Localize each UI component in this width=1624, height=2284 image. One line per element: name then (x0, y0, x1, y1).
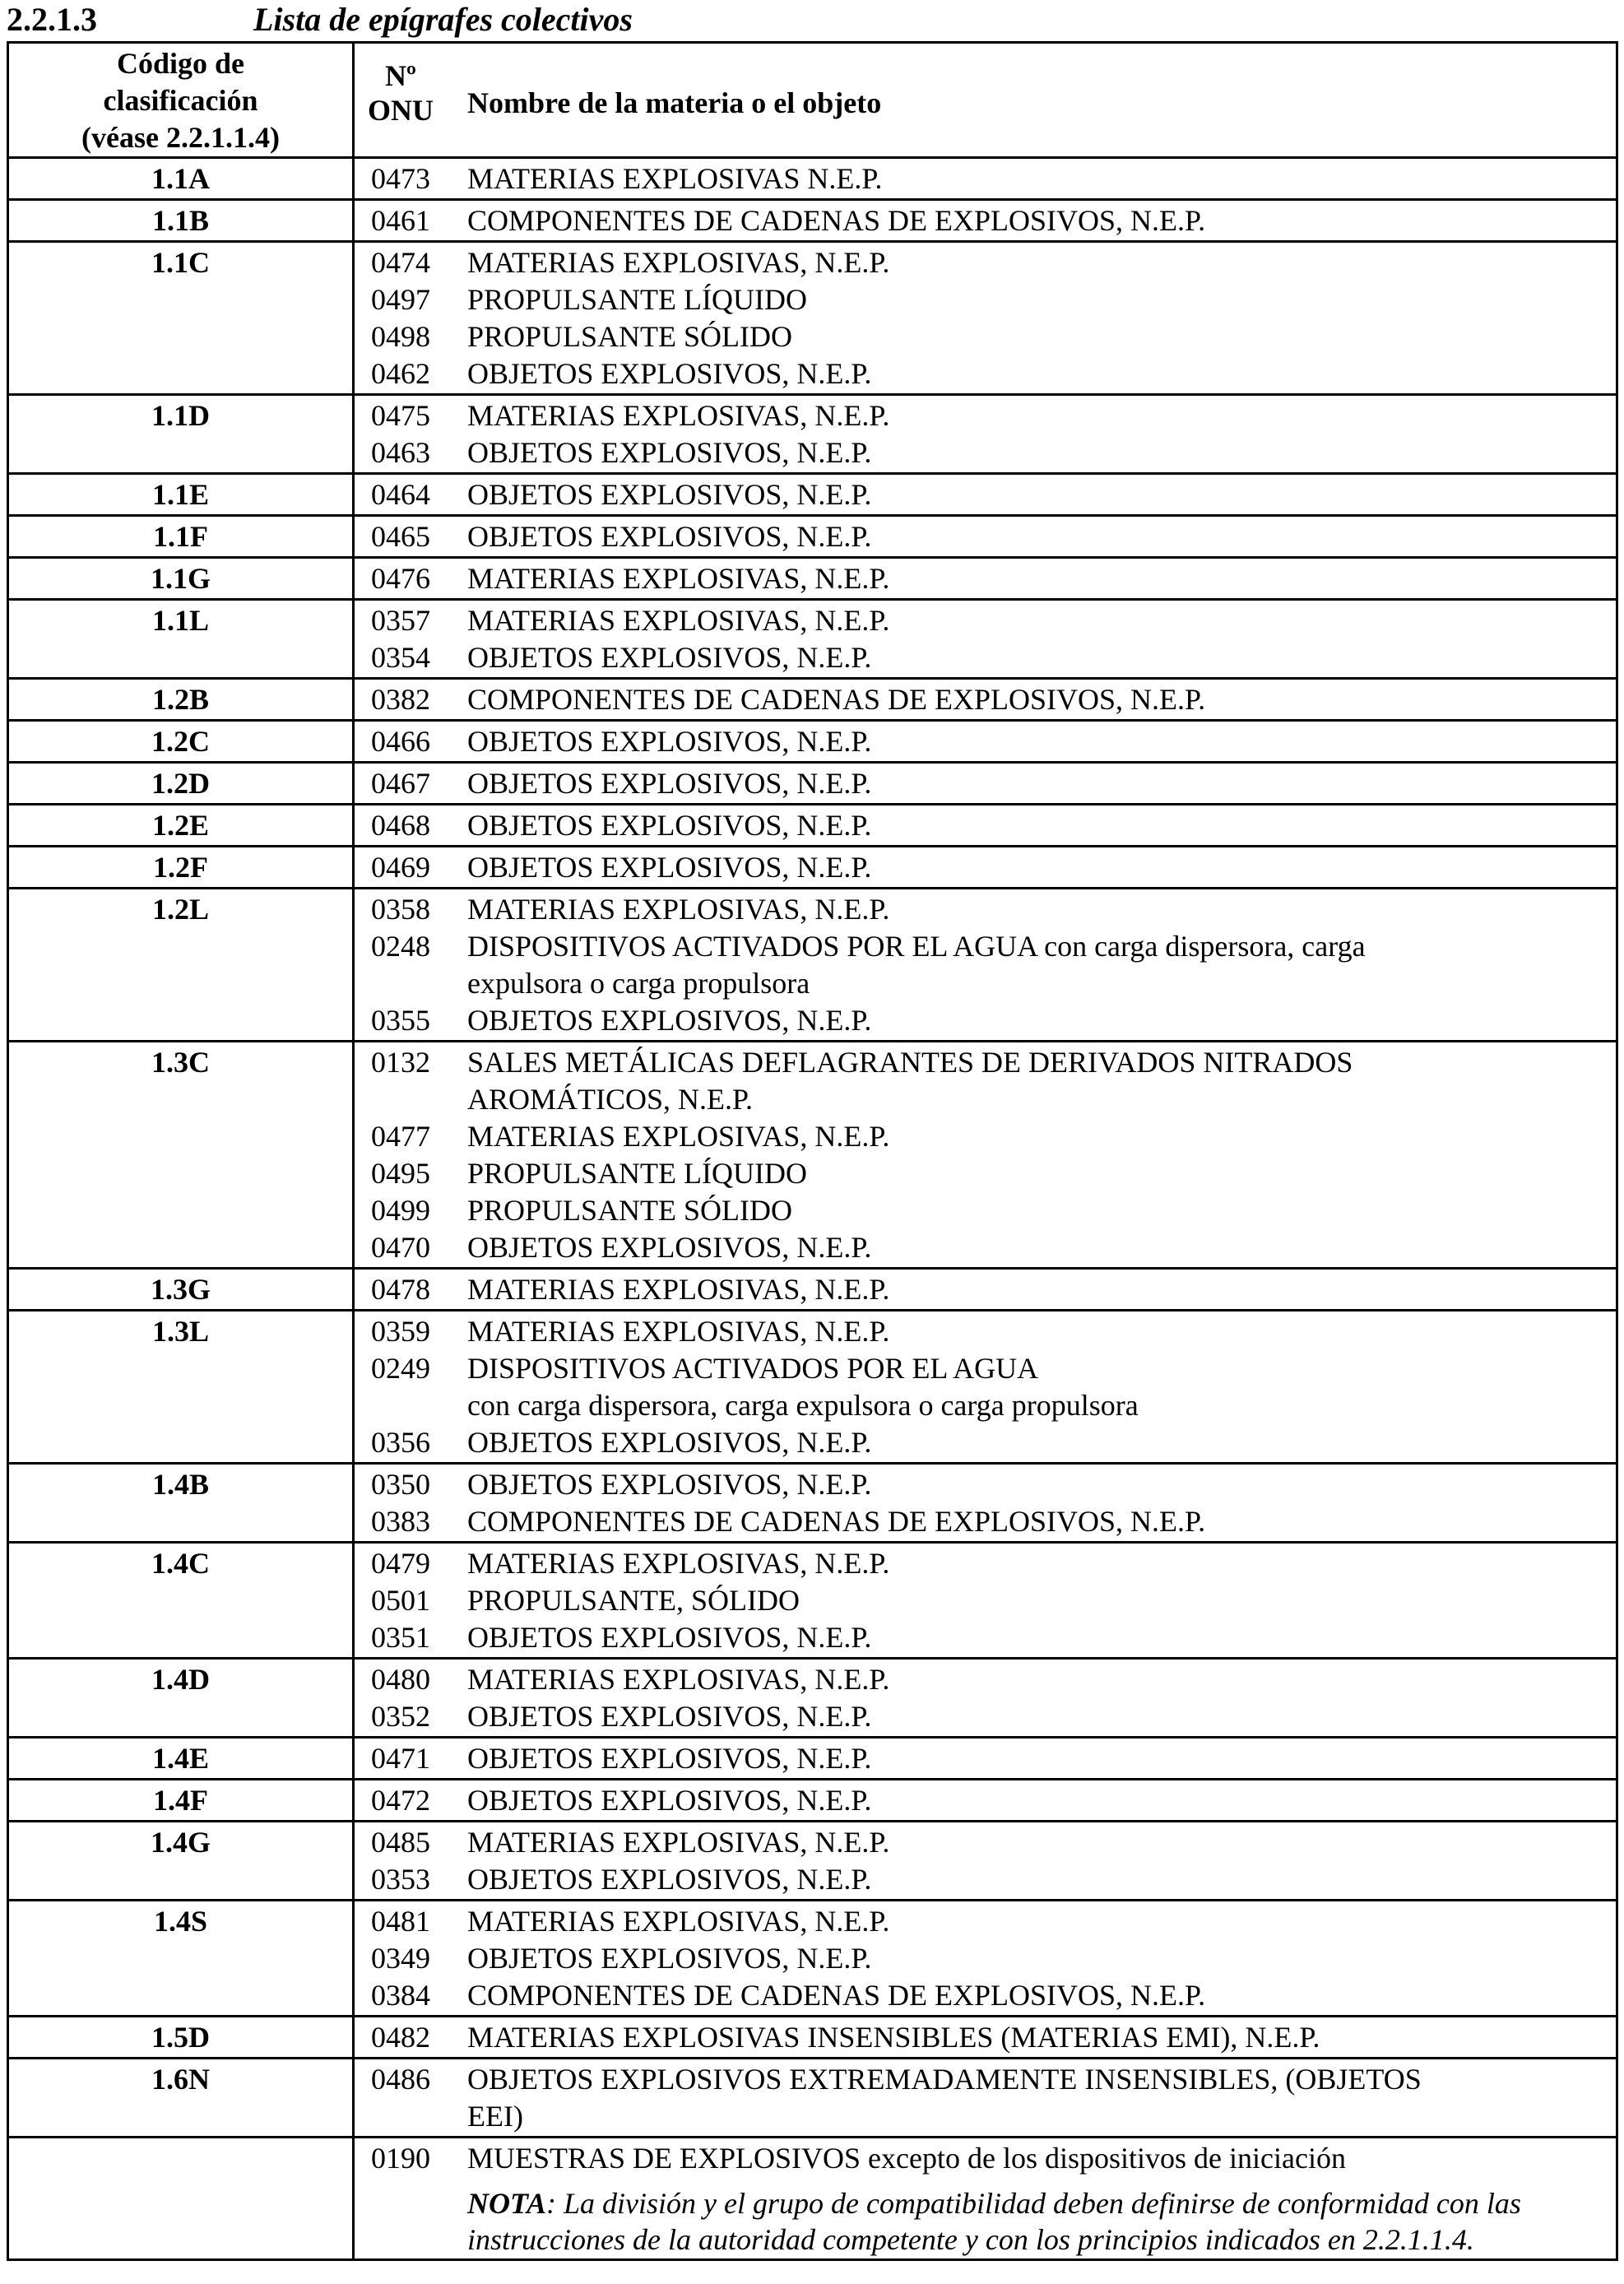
entry-item (355, 807, 1616, 844)
substance-name-line: OBJETOS EXPLOSIVOS, N.E.P. (467, 1863, 872, 1896)
onu-number: 0355 (371, 1004, 430, 1037)
substance-name (447, 765, 1616, 802)
note-label: NOTA (467, 2187, 547, 2220)
substance-name (447, 1661, 1616, 1698)
classification-code: 1.2B (8, 679, 354, 721)
entry-item (355, 1424, 1616, 1461)
entry-item (355, 1002, 1616, 1039)
header-substance-name: Nombre de la materia o el objeto (467, 86, 882, 119)
substance-name-line: OBJETOS EXPLOSIVOS, N.E.P. (467, 478, 872, 511)
table-row (8, 721, 1617, 763)
entry-item (355, 1313, 1616, 1350)
entries-cell (354, 721, 1617, 763)
substance-name-line: OBJETOS EXPLOSIVOS, N.E.P. (467, 1700, 872, 1733)
classification-code: 1.1C (8, 242, 354, 395)
onu-number: 0470 (371, 1231, 430, 1264)
table-header-row (8, 43, 1617, 158)
entry-item (355, 1545, 1616, 1582)
note-text: : La división y el grupo de compatibilidad deben definirse de conformidad con las instrucciones de la autoridad competente y con los principios indicados en 2.2.1.1.4. (467, 2187, 1521, 2256)
entry-item (355, 560, 1616, 597)
substance-name-line: DISPOSITIVOS ACTIVADOS POR EL AGUA (467, 1352, 1039, 1385)
entries-cell (354, 763, 1617, 805)
entry-item (355, 1782, 1616, 1819)
onu-number: 0486 (371, 2063, 430, 2096)
substance-name (447, 1503, 1616, 1540)
substance-name-line: OBJETOS EXPLOSIVOS, N.E.P. (467, 1942, 872, 1975)
substance-name-line: OBJETOS EXPLOSIVOS EXTREMADAMENTE INSENSIBLES, (OBJETOS (467, 2063, 1422, 2096)
classification-code: 1.6N (8, 2059, 354, 2138)
table-row (8, 1738, 1617, 1780)
substance-name (447, 1582, 1616, 1619)
onu-number: 0474 (371, 246, 430, 279)
onu-number: 0472 (371, 1784, 430, 1817)
onu-number: 0485 (371, 1826, 430, 1859)
substance-name (447, 1350, 1616, 1424)
onu-number: 0350 (371, 1468, 430, 1501)
classification-code: 1.1F (8, 516, 354, 558)
collective-entries-table (7, 41, 1618, 2261)
substance-name (447, 1155, 1616, 1192)
substance-name (447, 1002, 1616, 1039)
entry-item (355, 1271, 1616, 1308)
entry-item (355, 1466, 1616, 1503)
table-body (8, 158, 1617, 2260)
onu-number: 0248 (371, 930, 430, 963)
onu-number: 0478 (371, 1273, 430, 1306)
onu-number: 0382 (371, 683, 430, 716)
substance-name-line: OBJETOS EXPLOSIVOS, N.E.P. (467, 641, 872, 674)
table-row (8, 158, 1617, 200)
substance-name-line: OBJETOS EXPLOSIVOS, N.E.P. (467, 1231, 872, 1264)
substance-name-line: EEI) (467, 2100, 523, 2133)
header-onu: Nº ONU (368, 59, 434, 127)
entry-item (355, 891, 1616, 928)
table-row (8, 847, 1617, 889)
note-paragraph (355, 2177, 1616, 2258)
classification-code: 1.1L (8, 600, 354, 679)
entry-item (355, 1661, 1616, 1698)
substance-name (447, 1313, 1616, 1350)
substance-name-line: MATERIAS EXPLOSIVAS, N.E.P. (467, 1315, 890, 1348)
substance-name (447, 560, 1616, 597)
substance-name-line: OBJETOS EXPLOSIVOS, N.E.P. (467, 520, 872, 553)
onu-number: 0501 (371, 1584, 430, 1617)
substance-name-line: OBJETOS EXPLOSIVOS, N.E.P. (467, 809, 872, 842)
entries-cell (354, 474, 1617, 516)
entries-cell (354, 2138, 1617, 2260)
table-row (8, 200, 1617, 242)
entry-item (355, 1940, 1616, 1977)
substance-name-line: MATERIAS EXPLOSIVAS, N.E.P. (467, 399, 890, 432)
substance-name (447, 602, 1616, 639)
classification-code: 1.5D (8, 2017, 354, 2059)
header-classification-code: Código de clasificación (véase 2.2.1.1.4) (8, 43, 354, 158)
entry-item (355, 723, 1616, 760)
entry-item (355, 1155, 1616, 1192)
substance-name (447, 1824, 1616, 1861)
classification-code: 1.2L (8, 889, 354, 1042)
substance-name (447, 476, 1616, 513)
substance-name-line: OBJETOS EXPLOSIVOS, N.E.P. (467, 1468, 872, 1501)
substance-name (447, 160, 1616, 197)
entries-cell (354, 805, 1617, 847)
substance-name (447, 928, 1616, 1002)
substance-name-line: MATERIAS EXPLOSIVAS, N.E.P. (467, 1120, 890, 1153)
substance-name-line: MATERIAS EXPLOSIVAS, N.E.P. (467, 1905, 890, 1938)
onu-number: 0349 (371, 1942, 430, 1975)
substance-name (447, 1782, 1616, 1819)
entries-cell (354, 395, 1617, 474)
substance-name (447, 1619, 1616, 1656)
substance-name-line: OBJETOS EXPLOSIVOS, N.E.P. (467, 1742, 872, 1775)
table-row (8, 1659, 1617, 1738)
substance-name (447, 807, 1616, 844)
substance-name-line: COMPONENTES DE CADENAS DE EXPLOSIVOS, N.E.P. (467, 204, 1206, 237)
classification-code: 1.4B (8, 1464, 354, 1543)
onu-number: 0498 (371, 320, 430, 353)
substance-name-line: PROPULSANTE SÓLIDO (467, 1194, 793, 1227)
substance-name-line: MATERIAS EXPLOSIVAS, N.E.P. (467, 1273, 890, 1306)
substance-name (447, 281, 1616, 318)
entries-cell (354, 1464, 1617, 1543)
table-row (8, 889, 1617, 1042)
substance-name-line: PROPULSANTE LÍQUIDO (467, 1157, 807, 1190)
entry-item (355, 1861, 1616, 1898)
classification-code: 1.2F (8, 847, 354, 889)
entries-cell (354, 1269, 1617, 1311)
substance-name (447, 1940, 1616, 1977)
classification-code: 1.4F (8, 1780, 354, 1822)
table-row (8, 805, 1617, 847)
classification-code: 1.3L (8, 1311, 354, 1464)
onu-number: 0249 (371, 1352, 430, 1385)
classification-code: 1.1E (8, 474, 354, 516)
entries-cell (354, 1659, 1617, 1738)
substance-name-line: MATERIAS EXPLOSIVAS, N.E.P. (467, 246, 890, 279)
classification-code: 1.4S (8, 1901, 354, 2017)
table-row (8, 1901, 1617, 2017)
entry-item (355, 2019, 1616, 2056)
substance-name-line: MATERIAS EXPLOSIVAS, N.E.P. (467, 604, 890, 637)
entries-cell (354, 1822, 1617, 1901)
entry-item (355, 2061, 1616, 2135)
substance-name (447, 1044, 1616, 1118)
entries-cell (354, 889, 1617, 1042)
table-row (8, 679, 1617, 721)
table-row (8, 1269, 1617, 1311)
onu-number: 0359 (371, 1315, 430, 1348)
entries-cell (354, 1543, 1617, 1659)
substance-name (447, 202, 1616, 239)
entry-item (355, 1740, 1616, 1777)
entries-cell (354, 516, 1617, 558)
substance-name (447, 723, 1616, 760)
onu-number: 0467 (371, 767, 430, 800)
substance-name-line: OBJETOS EXPLOSIVOS, N.E.P. (467, 767, 872, 800)
onu-number: 0357 (371, 604, 430, 637)
substance-name-line: COMPONENTES DE CADENAS DE EXPLOSIVOS, N.E.P. (467, 683, 1206, 716)
classification-code: 1.1B (8, 200, 354, 242)
substance-name (447, 2140, 1616, 2177)
entry-item (355, 202, 1616, 239)
substance-name (447, 397, 1616, 434)
table-row (8, 1822, 1617, 1901)
table-row (8, 474, 1617, 516)
substance-name-line: COMPONENTES DE CADENAS DE EXPLOSIVOS, N.E.P. (467, 1979, 1206, 2012)
entries-cell (354, 1738, 1617, 1780)
substance-name-line: MATERIAS EXPLOSIVAS, N.E.P. (467, 893, 890, 926)
entries-cell (354, 1901, 1617, 2017)
entry-item (355, 244, 1616, 281)
onu-number: 0481 (371, 1905, 430, 1938)
onu-number: 0352 (371, 1700, 430, 1733)
table-row (8, 1464, 1617, 1543)
onu-number: 0384 (371, 1979, 430, 2012)
substance-name (447, 1861, 1616, 1898)
entry-item (355, 434, 1616, 471)
entry-item (355, 2140, 1616, 2177)
entries-cell (354, 2017, 1617, 2059)
onu-number: 0383 (371, 1505, 430, 1538)
substance-name (447, 1424, 1616, 1461)
table-row (8, 1543, 1617, 1659)
entries-cell (354, 2059, 1617, 2138)
substance-name (447, 244, 1616, 281)
onu-number: 0132 (371, 1046, 430, 1079)
substance-name-line: MATERIAS EXPLOSIVAS, N.E.P. (467, 562, 890, 595)
table-row (8, 1780, 1617, 1822)
entries-cell (354, 1042, 1617, 1269)
entry-item (355, 765, 1616, 802)
substance-name-line: OBJETOS EXPLOSIVOS, N.E.P. (467, 725, 872, 758)
table-row (8, 763, 1617, 805)
substance-name-line: OBJETOS EXPLOSIVOS, N.E.P. (467, 1426, 872, 1459)
onu-number: 0497 (371, 283, 430, 316)
substance-name-line: OBJETOS EXPLOSIVOS, N.E.P. (467, 357, 872, 390)
table-row (8, 1311, 1617, 1464)
onu-number: 0466 (371, 725, 430, 758)
classification-code: 1.2E (8, 805, 354, 847)
classification-code: 1.3G (8, 1269, 354, 1311)
classification-code: 1.1G (8, 558, 354, 600)
substance-name (447, 1977, 1616, 2014)
substance-name (447, 1118, 1616, 1155)
substance-name-line: SALES METÁLICAS DEFLAGRANTES DE DERIVADOS NITRADOS (467, 1046, 1353, 1079)
entry-item (355, 281, 1616, 318)
onu-number: 0465 (371, 520, 430, 553)
entry-item (355, 1192, 1616, 1229)
entry-item (355, 1044, 1616, 1118)
entry-item (355, 160, 1616, 197)
onu-number: 0476 (371, 562, 430, 595)
entry-item (355, 602, 1616, 639)
substance-name-line: MATERIAS EXPLOSIVAS, N.E.P. (467, 1663, 890, 1696)
table-row (8, 242, 1617, 395)
entry-item (355, 397, 1616, 434)
onu-number: 0462 (371, 357, 430, 390)
classification-code: 1.4D (8, 1659, 354, 1738)
onu-number: 0468 (371, 809, 430, 842)
entry-item (355, 849, 1616, 886)
substance-name (447, 849, 1616, 886)
table-row (8, 558, 1617, 600)
substance-name-line: OBJETOS EXPLOSIVOS, N.E.P. (467, 436, 872, 469)
substance-name-line: MATERIAS EXPLOSIVAS INSENSIBLES (MATERIAS EMI), N.E.P. (467, 2021, 1320, 2054)
classification-code: 1.1A (8, 158, 354, 200)
entry-item (355, 355, 1616, 392)
substance-name-line: MATERIAS EXPLOSIVAS, N.E.P. (467, 1826, 890, 1859)
substance-name (447, 518, 1616, 555)
onu-number: 0356 (371, 1426, 430, 1459)
substance-name (447, 318, 1616, 355)
onu-number: 0471 (371, 1742, 430, 1775)
substance-name-line: OBJETOS EXPLOSIVOS, N.E.P. (467, 851, 872, 884)
substance-name (447, 1271, 1616, 1308)
substance-name (447, 681, 1616, 718)
onu-number: 0499 (371, 1194, 430, 1227)
classification-code: 1.1D (8, 395, 354, 474)
entry-item (355, 1118, 1616, 1155)
substance-name (447, 355, 1616, 392)
substance-name (447, 1192, 1616, 1229)
substance-name-line: OBJETOS EXPLOSIVOS, N.E.P. (467, 1621, 872, 1654)
onu-number: 0480 (371, 1663, 430, 1696)
entry-item (355, 1350, 1616, 1424)
substance-name (447, 434, 1616, 471)
substance-name-line: AROMÁTICOS, N.E.P. (467, 1083, 754, 1116)
table-row (8, 2138, 1617, 2260)
onu-number: 0469 (371, 851, 430, 884)
header-onu-and-name (354, 43, 1617, 158)
entry-item (355, 318, 1616, 355)
substance-name-line: OBJETOS EXPLOSIVOS, N.E.P. (467, 1784, 872, 1817)
onu-number: 0354 (371, 641, 430, 674)
onu-number: 0463 (371, 436, 430, 469)
substance-name (447, 1740, 1616, 1777)
table-row (8, 516, 1617, 558)
onu-number: 0464 (371, 478, 430, 511)
table-row (8, 1042, 1617, 1269)
classification-code: 1.3C (8, 1042, 354, 1269)
table-row (8, 600, 1617, 679)
classification-code: 1.4G (8, 1822, 354, 1901)
entry-item (355, 928, 1616, 1002)
entry-item (355, 1619, 1616, 1656)
classification-code: 1.2D (8, 763, 354, 805)
substance-name-line: COMPONENTES DE CADENAS DE EXPLOSIVOS, N.E.P. (467, 1505, 1206, 1538)
section-number: 2.2.1.3 (7, 1, 97, 38)
onu-number: 0353 (371, 1863, 430, 1896)
substance-name (447, 1229, 1616, 1266)
substance-name-line: DISPOSITIVOS ACTIVADOS POR EL AGUA con carga dispersora, carga (467, 930, 1366, 963)
entry-item (355, 1503, 1616, 1540)
entry-item (355, 639, 1616, 676)
entry-item (355, 476, 1616, 513)
entries-cell (354, 242, 1617, 395)
substance-name (447, 639, 1616, 676)
substance-name (447, 2019, 1616, 2056)
entry-item (355, 1698, 1616, 1735)
entry-item (355, 1903, 1616, 1940)
entries-cell (354, 200, 1617, 242)
onu-number: 0190 (371, 2142, 430, 2175)
substance-name-line: PROPULSANTE SÓLIDO (467, 320, 793, 353)
substance-name (447, 1466, 1616, 1503)
classification-code: 1.4E (8, 1738, 354, 1780)
substance-name-line: PROPULSANTE LÍQUIDO (467, 283, 807, 316)
classification-code: 1.2C (8, 721, 354, 763)
classification-code (8, 2138, 354, 2260)
substance-name (447, 1698, 1616, 1735)
substance-name-line: OBJETOS EXPLOSIVOS, N.E.P. (467, 1004, 872, 1037)
entry-item (355, 681, 1616, 718)
substance-name (447, 1903, 1616, 1940)
entries-cell (354, 558, 1617, 600)
substance-name-line: PROPULSANTE, SÓLIDO (467, 1584, 800, 1617)
table-row (8, 395, 1617, 474)
entries-cell (354, 600, 1617, 679)
entry-item (355, 1824, 1616, 1861)
onu-number: 0461 (371, 204, 430, 237)
substance-name-line: MATERIAS EXPLOSIVAS, N.E.P. (467, 1547, 890, 1580)
onu-number: 0495 (371, 1157, 430, 1190)
classification-code: 1.4C (8, 1543, 354, 1659)
substance-name-line: MUESTRAS DE EXPLOSIVOS excepto de los dispositivos de iniciación (467, 2142, 1346, 2175)
substance-name (447, 891, 1616, 928)
substance-name-line: MATERIAS EXPLOSIVAS N.E.P. (467, 162, 883, 195)
onu-number: 0358 (371, 893, 430, 926)
entry-item (355, 1229, 1616, 1266)
section-title: Lista de epígrafes colectivos (253, 1, 633, 38)
entries-cell (354, 1311, 1617, 1464)
entry-item (355, 518, 1616, 555)
onu-number: 0479 (371, 1547, 430, 1580)
substance-name-line: expulsora o carga propulsora (467, 967, 810, 1000)
table-row (8, 2059, 1617, 2138)
substance-name-line: con carga dispersora, carga expulsora o carga propulsora (467, 1389, 1139, 1422)
onu-number: 0351 (371, 1621, 430, 1654)
table-row (8, 2017, 1617, 2059)
substance-name (447, 1545, 1616, 1582)
entry-item (355, 1582, 1616, 1619)
onu-number: 0482 (371, 2021, 430, 2054)
entry-item (355, 1977, 1616, 2014)
entries-cell (354, 1780, 1617, 1822)
section-heading (7, 2, 633, 36)
entries-cell (354, 158, 1617, 200)
onu-number: 0477 (371, 1120, 430, 1153)
substance-name (447, 2061, 1616, 2135)
entries-cell (354, 679, 1617, 721)
onu-number: 0475 (371, 399, 430, 432)
onu-number: 0473 (371, 162, 430, 195)
entries-cell (354, 847, 1617, 889)
